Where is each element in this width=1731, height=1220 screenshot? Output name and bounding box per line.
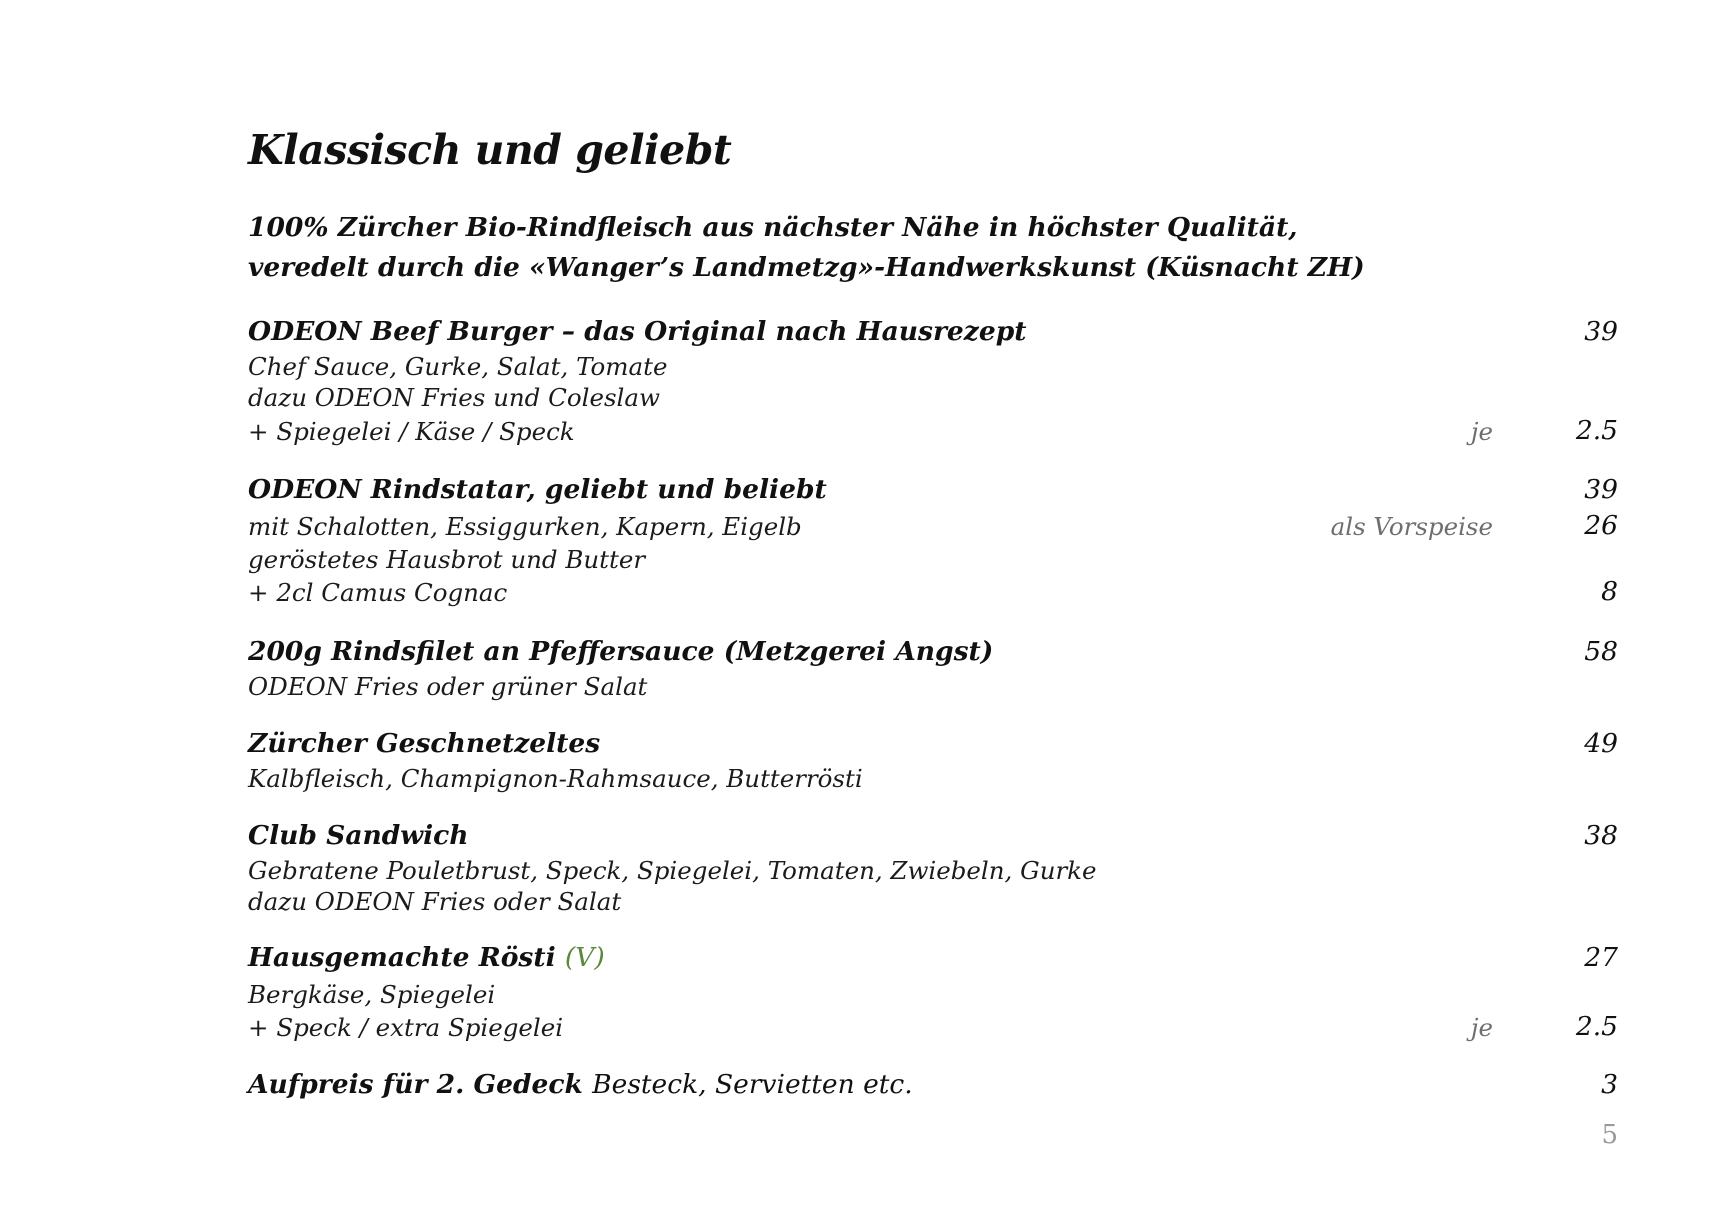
item-desc-club-sandwich-1: Gebratene Pouletbrust, Speck, Spiegelei, Tomaten, Zwiebeln, Gurke	[248, 856, 1097, 885]
item-extra-note-beef-burger: je	[1470, 417, 1493, 446]
item-desc-price-rindstatar: 26	[1584, 510, 1618, 541]
item-extra-price-roesti: 2.5	[1575, 1011, 1618, 1042]
item-extra-beef-burger: + Spiegelei / Käse / Speck	[248, 417, 575, 446]
vegetarian-mark: (V)	[564, 942, 605, 973]
item-desc-club-sandwich-2: dazu ODEON Fries oder Salat	[248, 887, 622, 916]
item-desc-beef-burger-2: dazu ODEON Fries und Coleslaw	[248, 383, 660, 412]
item-desc-beef-burger-1: Chef Sauce, Gurke, Salat, Tomate	[248, 352, 668, 381]
page-number: 5	[1601, 1120, 1618, 1150]
item-desc-rindstatar-2: geröstetes Hausbrot und Butter	[248, 545, 646, 574]
item-name-geschnetzeltes: Zürcher Geschnetzeltes	[248, 728, 601, 759]
item-price-geschnetzeltes: 49	[1584, 728, 1618, 759]
surcharge-name: Aufpreis für 2. Gedeck	[248, 1069, 583, 1100]
page-title: Klassisch und geliebt	[248, 126, 732, 174]
surcharge-desc: Besteck, Servietten etc.	[592, 1069, 913, 1100]
item-name-beef-burger: ODEON Beef Burger – das Original nach Hausrezept	[248, 316, 1027, 347]
item-name-roesti	[248, 942, 605, 973]
item-extra-note-roesti: je	[1470, 1013, 1493, 1042]
intro-line-2: veredelt durch die «Wanger’s Landmetzg»-Handwerkskunst (Küsnacht ZH)	[248, 252, 1365, 283]
item-extra-rindstatar: + 2cl Camus Cognac	[248, 578, 508, 607]
item-name-rindsfilet: 200g Rindsfilet an Pfeffersauce (Metzgerei Angst)	[248, 636, 994, 667]
item-desc-rindstatar-1: mit Schalotten, Essiggurken, Kapern, Eigelb	[248, 512, 802, 541]
item-name-roesti-text: Hausgemachte Rösti	[248, 942, 556, 973]
menu-page	[248, 0, 1618, 1220]
item-name-rindstatar: ODEON Rindstatar, geliebt und beliebt	[248, 474, 827, 505]
item-name-club-sandwich: Club Sandwich	[248, 820, 469, 851]
item-price-beef-burger: 39	[1584, 316, 1618, 347]
item-extra-price-beef-burger: 2.5	[1575, 415, 1618, 446]
intro-line-1: 100% Zürcher Bio-Rindfleisch aus nächster Nähe in höchster Qualität,	[248, 212, 1298, 243]
item-extra-price-rindstatar: 8	[1601, 576, 1618, 607]
item-desc-roesti-1: Bergkäse, Spiegelei	[248, 980, 496, 1009]
item-price-club-sandwich: 38	[1584, 820, 1618, 851]
item-price-roesti: 27	[1584, 942, 1618, 973]
item-desc-rindsfilet-1: ODEON Fries oder grüner Salat	[248, 672, 648, 701]
item-desc-note-rindstatar: als Vorspeise	[1330, 512, 1493, 541]
item-price-rindstatar: 39	[1584, 474, 1618, 505]
item-extra-roesti: + Speck / extra Spiegelei	[248, 1013, 564, 1042]
surcharge-line	[248, 1069, 913, 1100]
item-price-rindsfilet: 58	[1584, 636, 1618, 667]
surcharge-price: 3	[1601, 1069, 1618, 1100]
item-desc-geschnetzeltes-1: Kalbfleisch, Champignon-Rahmsauce, Butterrösti	[248, 764, 863, 793]
